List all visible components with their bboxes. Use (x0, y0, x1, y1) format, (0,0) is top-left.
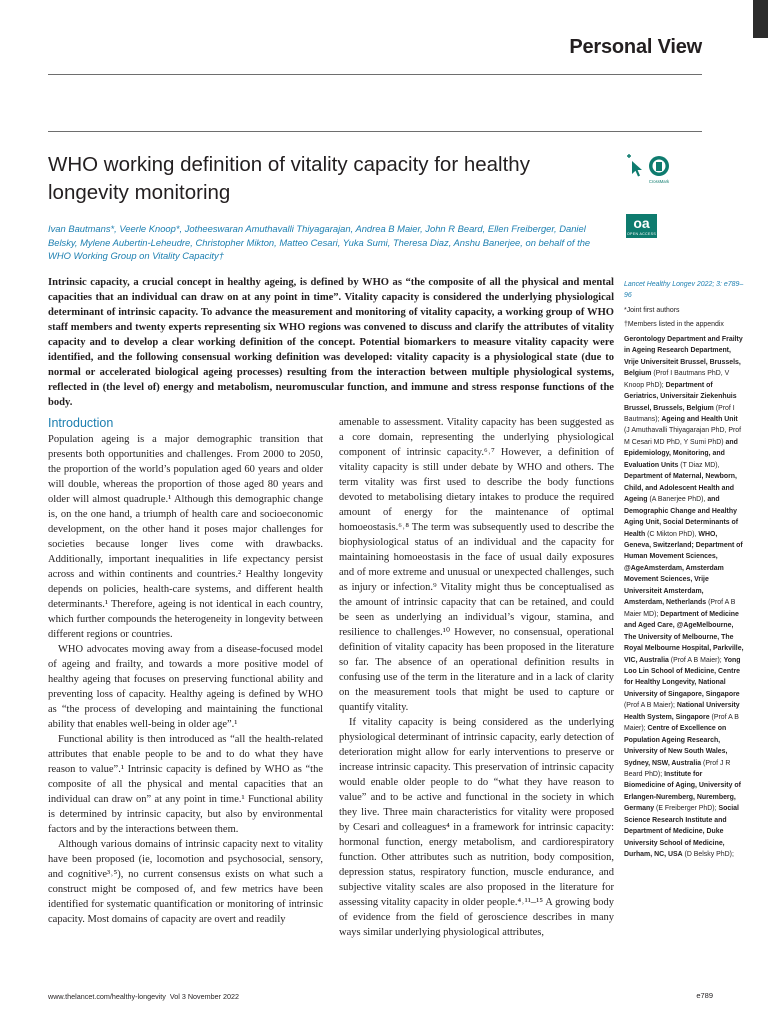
body-column-left (48, 415, 323, 927)
section-heading-introduction: Introduction (48, 416, 114, 430)
abstract: Intrinsic capacity, a crucial concept in healthy ageing, is defined by WHO as “the composite of all the physical and mental capacities that an individual can draw on at any point in time”. Vitality capacity is considered the underlying physiological determinant of intrinsic capacity. To advance the measurement and monitoring of vitality capacity, a working group of WHO staff members and twenty experts representing six WHO regions was convened to discuss and clarify the attributes of vitality capacity and to develop a clear working definition of the concept. Potential biomarkers to measure vitality capacity were identified, and the following consensual working definition was developed: vitality capacity is a physiological state (due to normal or accelerated biological ageing processes) resulting from the interaction between multiple physiological systems, reflected in (the level of) energy and metabolism, neuromuscular function, and immune and stress response functions of the body. (48, 277, 614, 408)
oa-label: oa (633, 215, 650, 231)
cursor-icon (627, 154, 642, 177)
header-divider (48, 74, 702, 75)
sidebar-notes (624, 279, 744, 861)
corner-tab-marker (753, 0, 768, 38)
joint-first-note: *Joint first authors (624, 306, 680, 314)
section-label: Personal View (569, 36, 702, 58)
footer-journal-url (48, 992, 239, 1001)
crossmark-label: CrossMark (648, 179, 670, 184)
members-note: †Members listed in the appendix (624, 321, 724, 329)
article-title: WHO working definition of vitality capacity for healthy longevity monitoring (48, 153, 530, 204)
citation-link[interactable]: Lancet Healthy Longev 2022; 3: e789–96 (624, 281, 744, 300)
author-list[interactable]: Ivan Bautmans*, Veerle Knoop*, Jotheeswaran Amuthavalli Thiyagarajan, Andrea B Maier, John R Beard, Ellen Freiberger, Daniel Belsky, Mylene Aubertin-Leheudre, Christopher Mikton, Matteo Cesari, Yuka Sumi, Theresa Diaz, Anshu Banerjee, on behalf of the WHO Working Group on Vitality Capacity† (48, 223, 591, 262)
oa-sublabel: OPEN ACCESS (626, 232, 657, 236)
body-paragraph: If vitality capacity is being considered as the underlying physiological determinant of intrinsic capacity, early detection of deterioration might allow for early interventions to preserve or increase intrinsic capacity. This preservation of intrinsic capacity would enable older people to do “what they have reason to value” and to be active and functional in the society in which they live. Three main characteristics for vitality were proposed by Cesari and colleagues⁴ in a framework for intrinsic capacity: hormonal function, energy metabolism, and cardiorespiratory function. Other attributes such as nutrition, body composition, depression status, respiratory function, muscle endurance, and subjective vitality scales are also proposed in the literature for assessing vitality capacity in older people.⁴˒¹¹–¹⁵ A growing body of evidence from the field of geroscience describes in many ways similar underlying physiological attributes, (339, 717, 614, 938)
journal-url-link[interactable]: www.thelancet.com/healthy-longevity (48, 992, 166, 1001)
body-paragraph: Although various domains of intrinsic capacity next to vitality have been proposed (ie, locomotion and psychosocial, sensory, and cognitive³˒⁵), no current consensus exists on what such a construct might be composed of, and few metrics have been identified for systematic quantification or monitoring of intrinsic capacity. Most domains of capacity are overt and readily (48, 839, 323, 925)
title-divider (48, 131, 702, 132)
body-paragraph: WHO advocates moving away from a disease-focused model of ageing and frailty, and towards a more positive model of healthy ageing that focuses on preserving functional ability and preventing loss of capacity. Healthy ageing is defined by WHO as “the process of developing and maintaining the functional ability that enables well-being in older age”.¹ (48, 644, 323, 730)
body-paragraph: Functional ability is then introduced as “all the health-related attributes that enable people to be and to do what they have reason to value”.¹ Intrinsic capacity is defined by WHO as “the composite of all the physical and mental capacities that an individual can draw on” at any point in time.¹ Functional ability is determined by intrinsic capacity, but also by environmental factors and by the interactions between them. (48, 734, 323, 835)
volume-info: Vol 3 November 2022 (169, 992, 239, 1001)
body-paragraph: amenable to assessment. Vitality capacity has been suggested as a core domain, representing the underlying physiological component of intrinsic capacity.⁶˒⁷ However, a definition of vitality capacity is still under debate by WHO and others. The term vitality was first used to describe the body functions devoted to metabolising dietary intakes to produce the required amount of energy for the maintenance of optimal homoeostasis.⁶˒⁸ The term was subsequently used to describe the biophysiological status of an individual and the capacity for maintaining homoeostasis in the face of usual daily exposures and of more extreme and unusual or unexpected challenges, such as injury or infection.⁹ Vitality might thus be conceptualised as the amount of intrinsic capacity that can be retained, and could be seen as underlying an individual’s vigour, stamina, and resilience to challenges.¹⁰ However, no consensual, operational definition of vitality capacity has been proposed in the literature so far. The absence of an operational definition results in confusing use of the term in the literature and in a lack of clarity on the measurement tools that might be used to capture or quantify vitality. (339, 417, 614, 713)
body-column-right (339, 415, 614, 940)
open-access-badge (626, 214, 657, 238)
page-number: e789 (696, 991, 713, 1000)
body-paragraph: Population ageing is a major demographic transition that presents both opportunities and challenges. From 2000 to 2050, the proportion of the world’s population aged 60 years and older will double, whereas the proportion of those aged 80 years and older will almost quadruple.¹ Although this demographic change is, on the one hand, a triumph of health care and socioeconomic development, on the other hand it poses major challenges for societies because longer lives come with drawbacks. Additionally, important inequalities in life expectancy persist across and within continents and countries.² Healthy longevity depends on policies, health-care systems, and different health determinants.¹ Therefore, ageing is not identical in each country, which further compounds the heterogeneity in longevity between different regions or countries. (48, 434, 323, 640)
affiliations: Gerontology Department and Frailty in Ageing Research Department, Vrije Universiteit Brussel, Brussels, Belgium (Prof I Bautmans PhD, V Knoop PhD); Department of Geriatrics, Universitair Ziekenhuis Brussel, Brussels, Belgium (Prof I Bautmans); Ageing and Health Unit (J Amuthavalli Thiyagarajan PhD, Prof M Cesari MD PhD, Y Sumi PhD) and Epidemiology, Monitoring, and Evaluation Units (T Diaz MD), Department of Maternal, Newborn, Child, and Adolescent Health and Ageing (A Banerjee PhD), and Demographic Change and Healthy Aging Unit, Social Determinants of Health (C Mikton PhD), WHO, Geneva, Switzerland; Department of Human Movement Sciences, @AgeAmsterdam, Amsterdam Movement Sciences, Vrije Universiteit Amsterdam, Amsterdam, Netherlands (Prof A B Maier MD); Department of Medicine and Aged Care, @AgeMelbourne, The University of Melbourne, The Royal Melbourne Hospital, Parkville, VIC, Australia (Prof A B Maier); Yong Loo Lin School of Medicine, Centre for Healthy Longevity, National University of Singapore, Singapore (Prof A B Maier); National University Health System, Singapore (Prof A B Maier); Centre of Excellence on Population Ageing Research, University of New South Wales, Sydney, NSW, Australia (Prof J R Beard PhD); Institute for Biomedicine of Aging, University of Erlangen-Nuremberg, Nuremberg, Germany (E Freiberger PhD); Social Science Research Institute and Department of Medicine, Duke University School of Medicine, Durham, NC, USA (D Belsky PhD); (624, 335, 744, 859)
crossmark-icon[interactable] (622, 152, 682, 192)
